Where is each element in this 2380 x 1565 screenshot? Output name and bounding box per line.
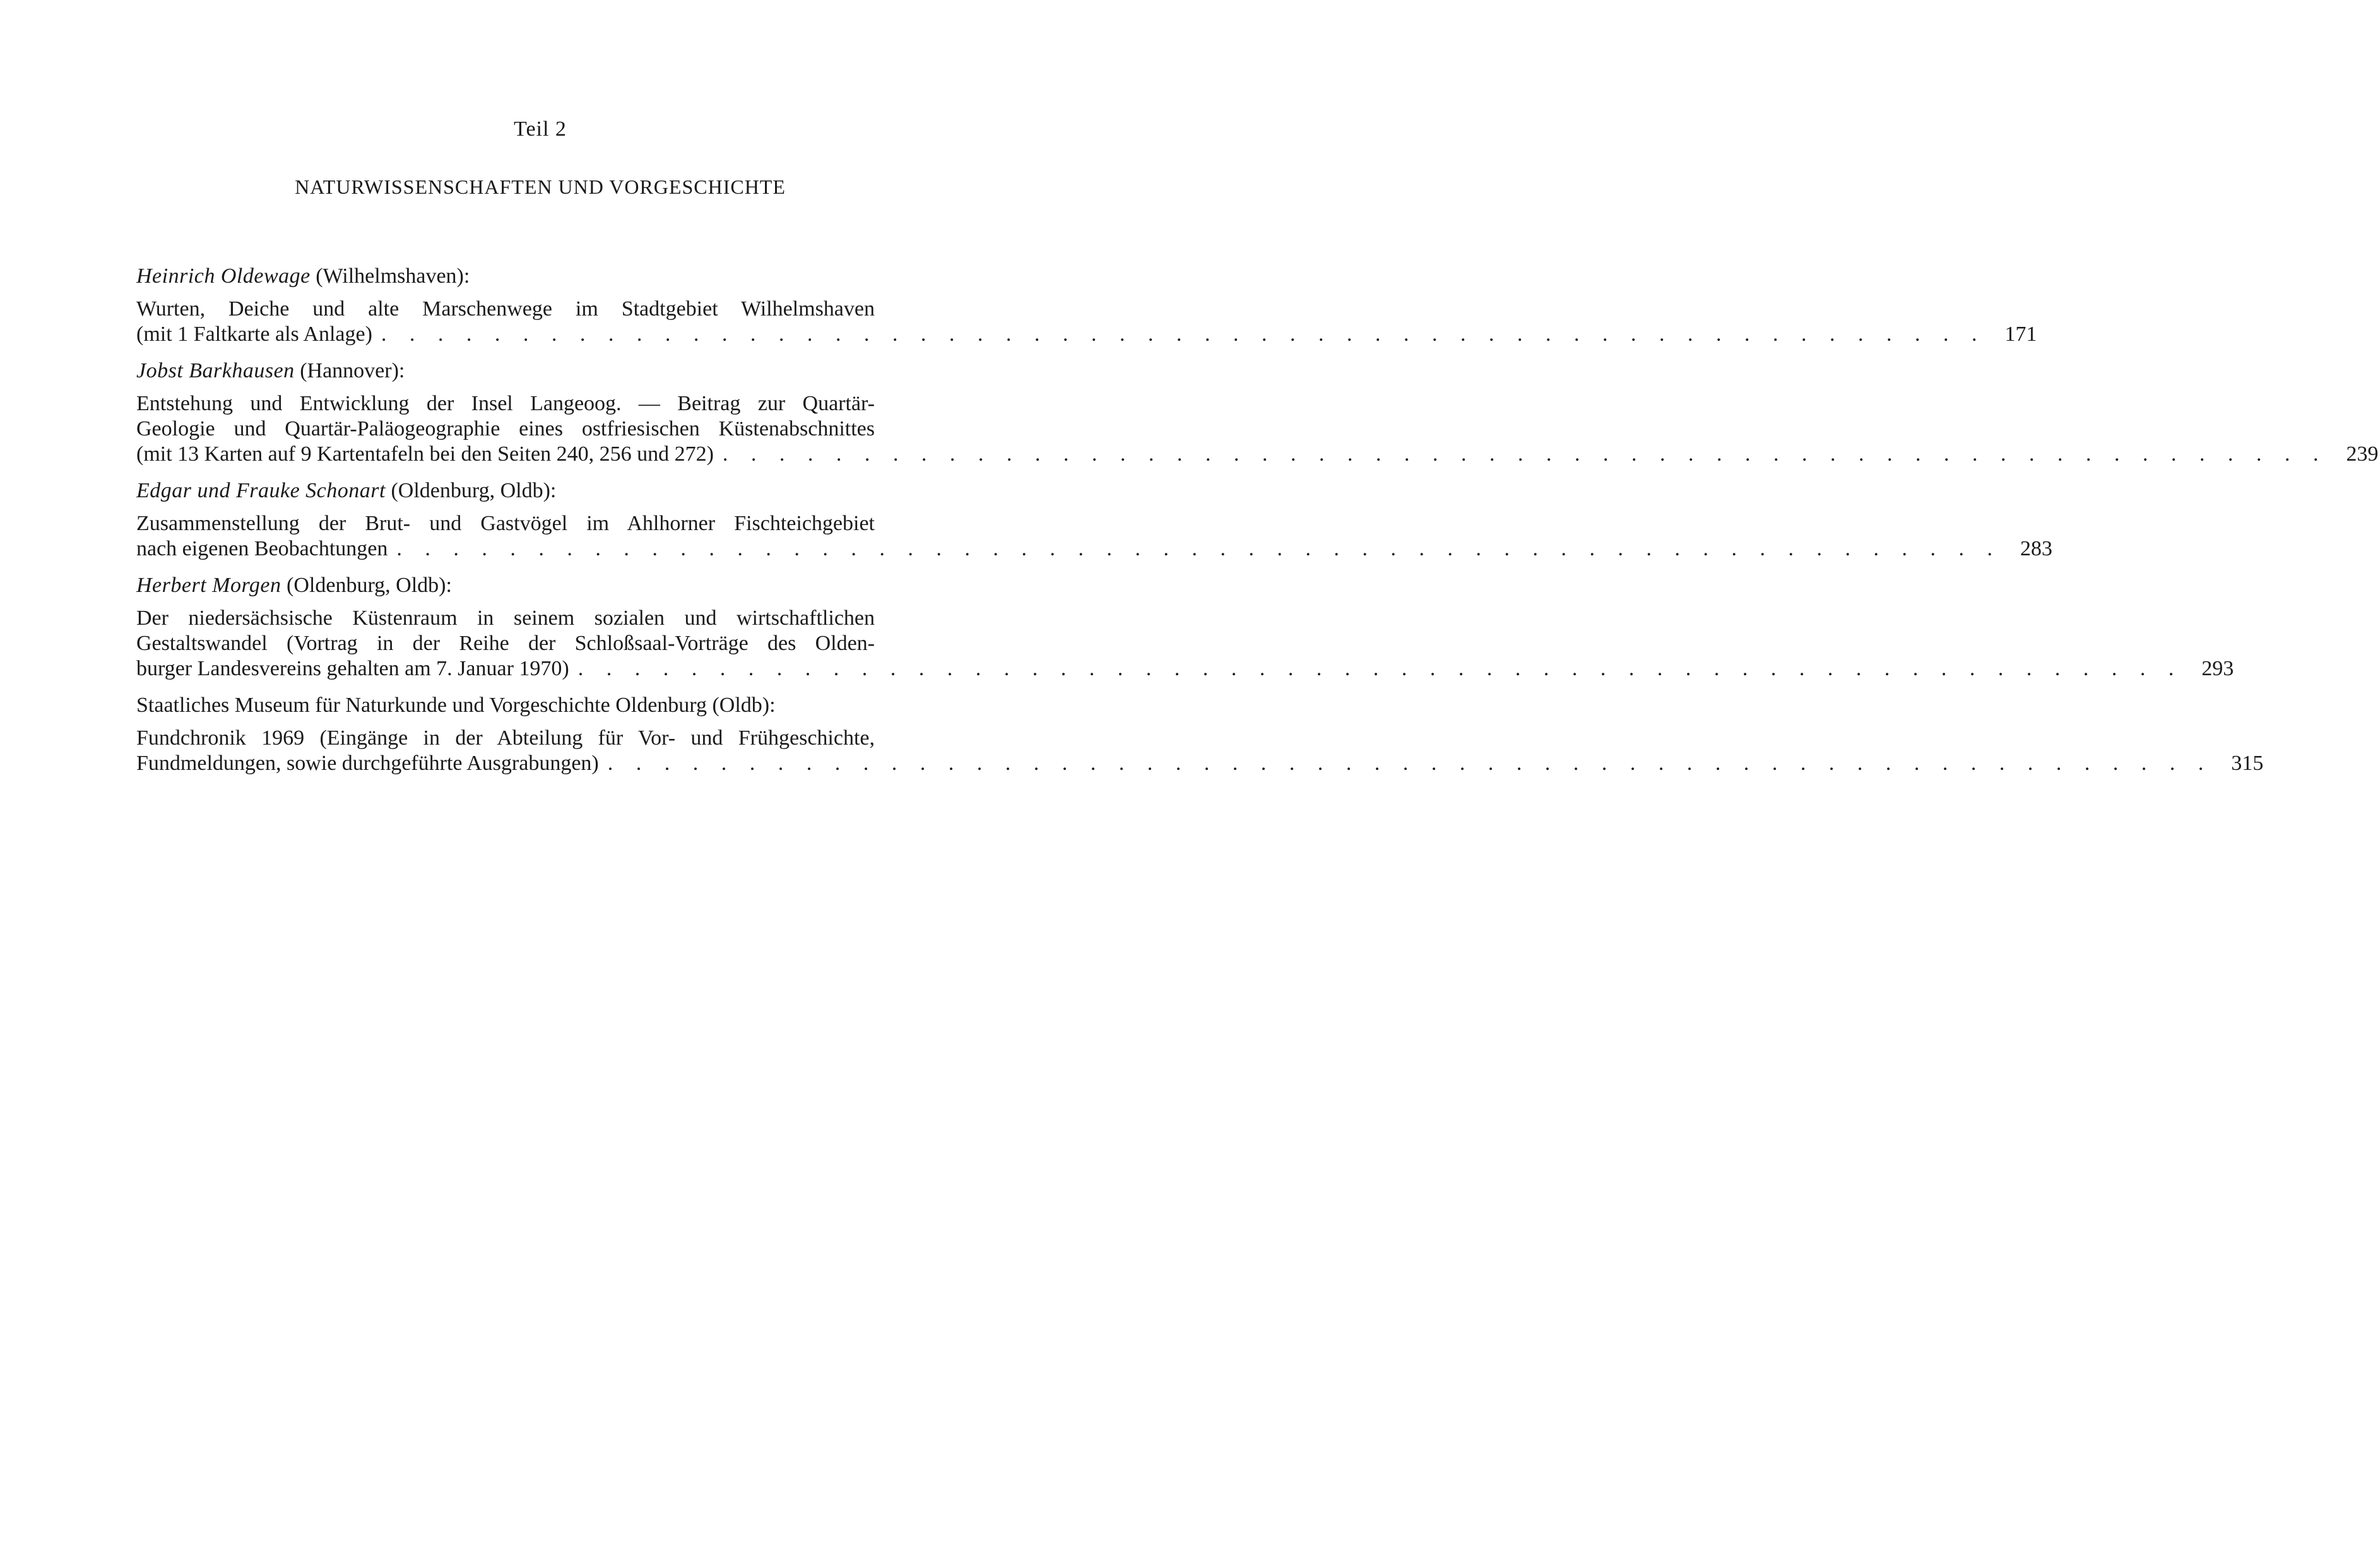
toc-entry bbox=[136, 478, 2052, 562]
entry-author-line bbox=[136, 478, 948, 504]
author-place: (Wilhelmshaven): bbox=[310, 264, 470, 288]
author-name: Herbert Morgen bbox=[136, 574, 281, 597]
entry-author-line bbox=[136, 264, 948, 289]
leader-dots: . . . . . . . . . . . . . . . . . . . . . . . . . . . . . . . . . . . . . . . . . . . . . . . . . . . . . . . . . bbox=[577, 657, 2183, 680]
entry-author-line bbox=[136, 693, 948, 718]
page-number: 283 bbox=[2020, 537, 2052, 560]
entry-title-line: Wurten, Deiche und alte Marschenwege im Stadtgebiet Wilhelmshaven bbox=[136, 297, 875, 321]
author-name: Edgar und Frauke Schonart bbox=[136, 479, 386, 502]
entry-title-text: Fundmeldungen, sowie durchgeführte Ausgrabungen) bbox=[136, 752, 599, 775]
part-label: Teil 2 bbox=[514, 117, 567, 141]
leader-dots: . . . . . . . . . . . . . . . . . . . . . . . . . . . . . . . . . . . . . . . . . . . . . . . . . . . . . . . . . bbox=[607, 752, 2213, 775]
entry-title-last-line bbox=[136, 536, 2052, 562]
entry-title-text: (mit 13 Karten auf 9 Kartentafeln bei den Seiten 240, 256 und 272) bbox=[136, 442, 714, 466]
entry-title-text: (mit 1 Faltkarte als Anlage) bbox=[136, 322, 372, 346]
page-number: 171 bbox=[2004, 322, 2037, 346]
toc-entry bbox=[136, 693, 2264, 776]
entry-title-last-line bbox=[136, 656, 2234, 682]
entry-title-text: nach eigenen Beobachtungen bbox=[136, 537, 388, 560]
author-name: Jobst Barkhausen bbox=[136, 359, 295, 382]
entry-title-line: Der niedersächsische Küstenraum in seinem sozialen und wirtschaftlichen bbox=[136, 606, 875, 630]
author-place: (Oldenburg, Oldb): bbox=[385, 479, 557, 502]
part-title: NATURWISSENSCHAFTEN UND VORGESCHICHTE bbox=[295, 175, 786, 198]
entry-title-line: Zusammenstellung der Brut- und Gastvögel im Ahlhorner Fischteichgebiet bbox=[136, 512, 875, 535]
entry-author-line bbox=[136, 573, 948, 598]
toc-entry bbox=[136, 358, 2379, 467]
page-number: 293 bbox=[2201, 657, 2234, 680]
page-number: 239 bbox=[2346, 442, 2379, 466]
entry-title-line: Geologie und Quartär-Paläogeographie eines ostfriesischen Küstenabschnittes bbox=[136, 417, 875, 440]
entry-title-text: burger Landesvereins gehalten am 7. Januar 1970) bbox=[136, 657, 569, 680]
author-place: (Hannover): bbox=[294, 359, 405, 382]
entry-title-line: Gestaltswandel (Vortrag in der Reihe der Schloßsaal-Vorträge des Olden- bbox=[136, 632, 875, 655]
leader-dots: . . . . . . . . . . . . . . . . . . . . . . . . . . . . . . . . . . . . . . . . . . . . . . . . . . . . . . . . . bbox=[722, 442, 2328, 466]
author-place: (Oldenburg, Oldb): bbox=[281, 574, 452, 597]
entry-title-last-line bbox=[136, 442, 2379, 467]
table-of-contents bbox=[136, 264, 2379, 788]
entry-title-line: Entstehung und Entwicklung der Insel Langeoog. — Beitrag zur Quartär- bbox=[136, 392, 875, 415]
author-name: Heinrich Oldewage bbox=[136, 264, 311, 288]
toc-entry bbox=[136, 264, 2037, 347]
leader-dots: . . . . . . . . . . . . . . . . . . . . . . . . . . . . . . . . . . . . . . . . . . . . . . . . . . . . . . . . . bbox=[396, 537, 2001, 560]
leader-dots: . . . . . . . . . . . . . . . . . . . . . . . . . . . . . . . . . . . . . . . . . . . . . . . . . . . . . . . . . bbox=[381, 322, 1986, 346]
entry-title-line: Fundchronik 1969 (Eingänge in der Abteilung für Vor- und Frühgeschichte, bbox=[136, 726, 875, 750]
entry-title-last-line bbox=[136, 322, 2037, 347]
entry-title-last-line bbox=[136, 751, 2264, 776]
page-number: 315 bbox=[2231, 752, 2264, 775]
toc-entry bbox=[136, 573, 2234, 682]
author-place: Staatliches Museum für Naturkunde und Vorgeschichte Oldenburg (Oldb): bbox=[136, 694, 776, 717]
entry-author-line bbox=[136, 358, 948, 384]
